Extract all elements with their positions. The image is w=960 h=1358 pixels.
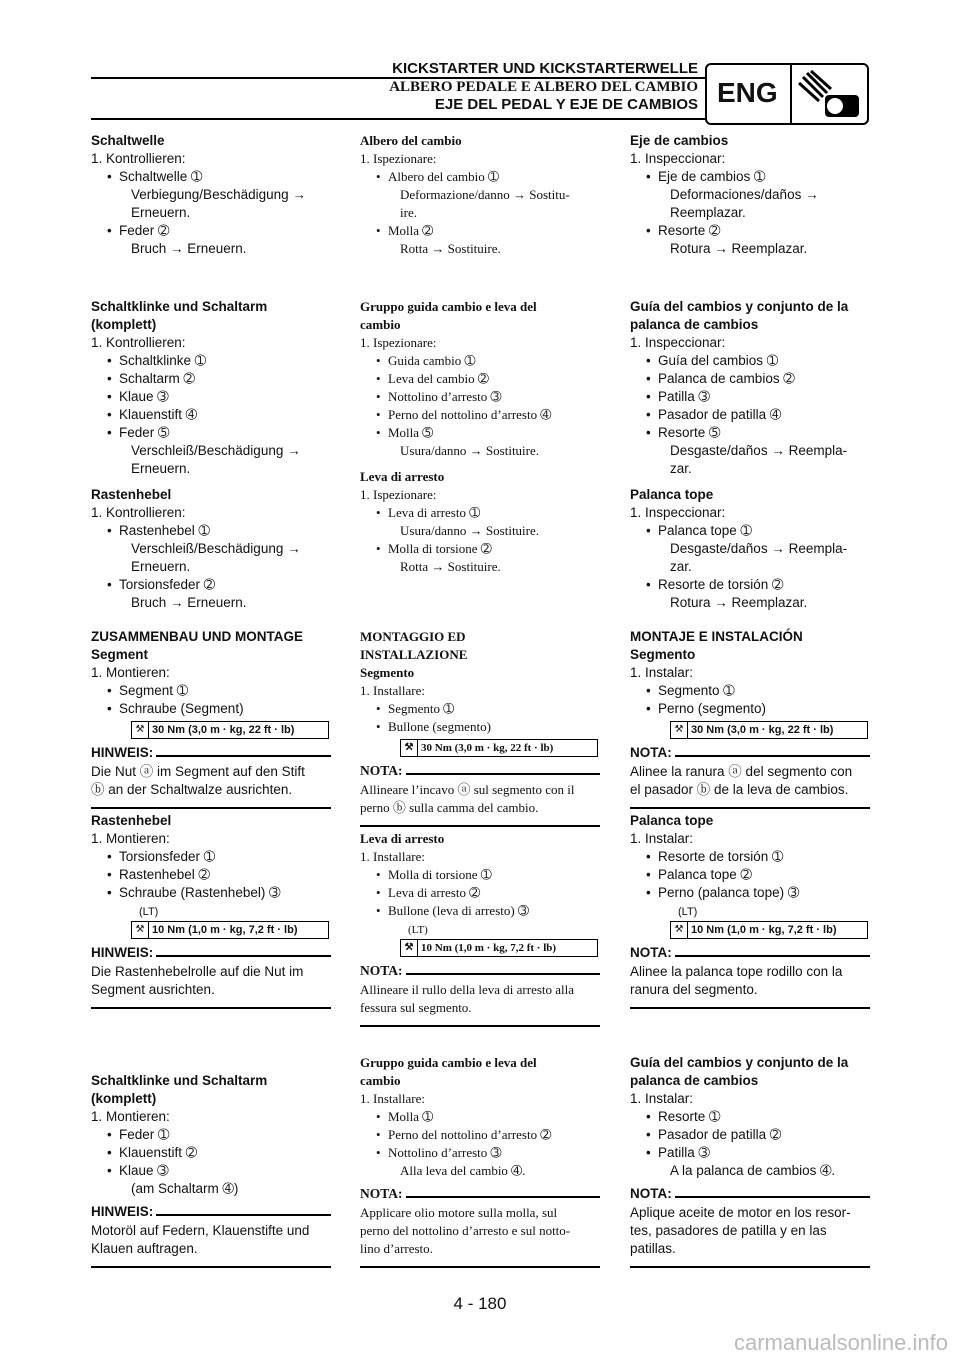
item-detail: Rotura → Reemplazar. bbox=[670, 241, 808, 256]
section-subtitle: Segmento bbox=[630, 647, 696, 662]
section-shift-guide-install bbox=[360, 1054, 600, 1268]
note-text: Klauen auftragen. bbox=[91, 1241, 198, 1256]
item-detail: Bruch → Erneuern. bbox=[131, 241, 247, 256]
list-item: • Feder ➀ bbox=[91, 1126, 331, 1144]
wrench-icon: ⚒ bbox=[671, 722, 688, 738]
list-item: • Perno (palanca tope) ➂ bbox=[630, 884, 870, 902]
step: 1. Inspeccionar: bbox=[630, 151, 726, 166]
section-title: cambio bbox=[360, 317, 401, 332]
section-assembly-segment bbox=[91, 628, 331, 809]
item-detail: Rotta → Sostituire. bbox=[400, 241, 501, 256]
item-detail: Deformaciones/daños → bbox=[670, 187, 819, 202]
section-title: Gruppo guida cambio e leva del bbox=[360, 1055, 537, 1070]
section-stopper-install bbox=[91, 812, 331, 1009]
note-text: Alinee la palanca tope rodillo con la bbox=[630, 964, 843, 979]
section-title: palanca de cambios bbox=[630, 317, 759, 332]
list-item: • Perno del nottolino d’arresto ➃ bbox=[360, 406, 600, 424]
note-header: HINWEIS: bbox=[91, 1204, 331, 1222]
list-item: • Schraube (Segment) bbox=[91, 700, 331, 718]
torque-spec: ⚒ 30 Nm (3,0 m · kg, 22 ft · lb) bbox=[670, 721, 868, 739]
list-item: • Pasador de patilla ➃ bbox=[630, 406, 870, 424]
list-item: • Schaltwelle ➀ bbox=[91, 168, 331, 186]
item-detail: Erneuern. bbox=[131, 559, 191, 574]
step: 1. Installare: bbox=[360, 849, 425, 864]
item-detail: Verschleiß/Beschädigung → bbox=[131, 443, 301, 458]
step: 1. Kontrollieren: bbox=[91, 505, 186, 520]
wrench-icon: ⚒ bbox=[671, 922, 688, 938]
section-title: Schaltklinke und Schaltarm bbox=[91, 299, 268, 314]
list-item: • Feder ➄ bbox=[91, 424, 331, 442]
list-item: • Schraube (Rastenhebel) ➂ bbox=[91, 884, 331, 902]
note-end-rule bbox=[360, 825, 600, 827]
list-item: • Palanca tope ➀ bbox=[630, 522, 870, 540]
section-shift-shaft bbox=[360, 132, 600, 258]
list-item: • Guía del cambios ➀ bbox=[630, 352, 870, 370]
section-tab-label: ENG bbox=[717, 77, 778, 108]
step: 1. Instalar: bbox=[630, 831, 694, 846]
note-text: perno del nottolino d’arresto e sul notto- bbox=[360, 1223, 571, 1238]
section-title: Leva di arresto bbox=[360, 469, 445, 484]
note-header: NOTA: bbox=[630, 1186, 870, 1204]
section-title: Gruppo guida cambio e leva del bbox=[360, 299, 537, 314]
section-title: Albero del cambio bbox=[360, 133, 462, 148]
section-title: Schaltwelle bbox=[91, 133, 165, 148]
list-item: • Guida cambio ➀ bbox=[360, 352, 600, 370]
torque-spec: ⚒ 30 Nm (3,0 m · kg, 22 ft · lb) bbox=[400, 739, 598, 757]
section-shift-guide-inspect bbox=[360, 298, 600, 460]
section-title: Eje de cambios bbox=[630, 133, 729, 148]
section-stopper-inspect bbox=[91, 486, 331, 612]
list-item: • Molla ➁ bbox=[360, 222, 600, 240]
header-bottom-rule bbox=[91, 118, 777, 120]
item-detail: Desgaste/daños → Reempla- bbox=[670, 541, 848, 556]
list-item: • Resorte ➁ bbox=[630, 222, 870, 240]
note-end-rule bbox=[91, 1266, 331, 1268]
list-item: • Klauenstift ➁ bbox=[91, 1144, 331, 1162]
item-detail: Usura/danno → Sostituire. bbox=[400, 523, 540, 538]
list-item: • Leva del cambio ➁ bbox=[360, 370, 600, 388]
item-detail: Reemplazar. bbox=[670, 205, 746, 220]
note-header: NOTA: bbox=[630, 945, 870, 963]
item-detail: Verschleiß/Beschädigung → bbox=[131, 541, 301, 556]
list-item: • Eje de cambios ➀ bbox=[630, 168, 870, 186]
item-detail: Verbiegung/Beschädigung → bbox=[131, 187, 306, 202]
list-item: • Molla ➀ bbox=[360, 1108, 600, 1126]
section-title: cambio bbox=[360, 1073, 401, 1088]
item-detail: zar. bbox=[670, 559, 692, 574]
list-item: • Nottolino d’arresto ➂ bbox=[360, 388, 600, 406]
section-tab-divider bbox=[790, 65, 792, 123]
locktite-icon: (LT) bbox=[678, 906, 698, 918]
item-detail: Rotura → Reemplazar. bbox=[670, 595, 808, 610]
list-item: • Feder ➁ bbox=[91, 222, 331, 240]
section-stopper-install bbox=[360, 830, 600, 1027]
note-text: lino d’arresto. bbox=[360, 1241, 433, 1256]
list-item: • Torsionsfeder ➁ bbox=[91, 576, 331, 594]
locktite-icon: (LT) bbox=[408, 924, 428, 936]
note-text: Allineare l’incavo ⓐ sul segmento con il bbox=[360, 782, 575, 797]
note-text: Applicare olio motore sulla molla, sul bbox=[360, 1205, 558, 1220]
note-text: Motoröl auf Federn, Klauenstifte und bbox=[91, 1223, 310, 1238]
list-item: • Segment ➀ bbox=[91, 682, 331, 700]
note-end-rule bbox=[630, 1007, 870, 1009]
item-detail: Erneuern. bbox=[131, 461, 191, 476]
section-title: Palanca tope bbox=[630, 813, 714, 828]
section-stopper-inspect bbox=[360, 468, 600, 576]
step: 1. Instalar: bbox=[630, 665, 694, 680]
step: 1. Montieren: bbox=[91, 1109, 170, 1124]
watermark: carmanualsonline.info bbox=[733, 1330, 948, 1355]
step: 1. Montieren: bbox=[91, 665, 170, 680]
section-title: MONTAGGIO ED bbox=[360, 629, 466, 644]
section-title: INSTALLAZIONE bbox=[360, 647, 468, 662]
list-item: • Segmento ➀ bbox=[360, 700, 600, 718]
torque-spec: ⚒ 10 Nm (1,0 m · kg, 7,2 ft · lb) bbox=[131, 921, 329, 939]
section-shift-guide-install bbox=[91, 1072, 331, 1268]
section-shift-shaft bbox=[91, 132, 331, 258]
list-item: • Bullone (leva di arresto) ➂ bbox=[360, 902, 600, 920]
note-text: Aplique aceite de motor en los resor- bbox=[630, 1205, 851, 1220]
torque-spec: ⚒ 10 Nm (1,0 m · kg, 7,2 ft · lb) bbox=[400, 939, 598, 957]
item-detail: Rotta → Sostituire. bbox=[400, 559, 501, 574]
note-text: Die Nut ⓐ im Segment auf den Stift bbox=[91, 764, 305, 779]
item-detail: Alla leva del cambio ➃. bbox=[400, 1163, 526, 1178]
list-item: • Pasador de patilla ➁ bbox=[630, 1126, 870, 1144]
note-text: tes, pasadores de patilla y en las bbox=[630, 1223, 827, 1238]
list-item: • Patilla ➂ bbox=[630, 1144, 870, 1162]
note-text: Allineare il rullo della leva di arresto alla bbox=[360, 982, 575, 997]
section-title: Palanca tope bbox=[630, 487, 714, 502]
list-item: • Resorte ➄ bbox=[630, 424, 870, 442]
list-item: • Torsionsfeder ➀ bbox=[91, 848, 331, 866]
note-header: NOTA: bbox=[630, 745, 870, 763]
note-text: ranura del segmento. bbox=[630, 982, 758, 997]
note-text: Die Rastenhebelrolle auf die Nut im bbox=[91, 964, 304, 979]
item-detail: zar. bbox=[670, 461, 692, 476]
list-item: • Leva di arresto ➁ bbox=[360, 884, 600, 902]
wrench-icon: ⚒ bbox=[132, 722, 149, 738]
note-end-rule bbox=[360, 1025, 600, 1027]
note-header: HINWEIS: bbox=[91, 745, 331, 763]
section-title: Guía del cambios y conjunto de la bbox=[630, 1055, 849, 1070]
section-subtitle: Segment bbox=[91, 647, 149, 662]
step: 1. Kontrollieren: bbox=[91, 335, 186, 350]
item-detail: ire. bbox=[400, 205, 417, 220]
list-item: • Molla di torsione ➀ bbox=[360, 866, 600, 884]
section-assembly-segment bbox=[360, 628, 600, 827]
section-subtitle: Segmento bbox=[360, 665, 415, 680]
note-text: Alinee la ranura ⓐ del segmento con bbox=[630, 764, 853, 779]
item-detail: A la palanca de cambios ➃. bbox=[670, 1163, 836, 1178]
title-italian: ALBERO PEDALE E ALBERO DEL CAMBIO bbox=[389, 79, 698, 95]
section-title: Leva di arresto bbox=[360, 831, 445, 846]
list-item: • Resorte de torsión ➁ bbox=[630, 576, 870, 594]
wrench-icon: ⚒ bbox=[401, 940, 418, 956]
item-detail: Usura/danno → Sostituire. bbox=[400, 443, 540, 458]
note-text: fessura sul segmento. bbox=[360, 1000, 472, 1015]
section-shift-shaft bbox=[630, 132, 870, 258]
list-item: • Molla di torsione ➁ bbox=[360, 540, 600, 558]
page-number: 4 - 180 bbox=[453, 1294, 507, 1313]
note-end-rule bbox=[630, 1266, 870, 1268]
step: 1. Inspeccionar: bbox=[630, 505, 726, 520]
locktite-icon: (LT) bbox=[139, 906, 159, 918]
section-stopper-install bbox=[630, 812, 870, 1009]
list-item: • Rastenhebel ➀ bbox=[91, 522, 331, 540]
step: 1. Installare: bbox=[360, 1091, 425, 1106]
section-tab bbox=[705, 63, 869, 125]
list-item: • Nottolino d’arresto ➂ bbox=[360, 1144, 600, 1162]
section-title: MONTAJE E INSTALACIÓN bbox=[630, 629, 803, 644]
note-end-rule bbox=[630, 807, 870, 809]
note-text: patillas. bbox=[630, 1241, 676, 1256]
section-shift-guide-inspect bbox=[91, 298, 331, 478]
list-item: • Schaltarm ➁ bbox=[91, 370, 331, 388]
section-title: Rastenhebel bbox=[91, 813, 172, 828]
note-end-rule bbox=[360, 1266, 600, 1268]
section-title: Rastenhebel bbox=[91, 487, 172, 502]
list-item: • Molla ➄ bbox=[360, 424, 600, 442]
list-item: • Albero del cambio ➀ bbox=[360, 168, 600, 186]
note-text: Segment ausrichten. bbox=[91, 982, 215, 997]
note-end-rule bbox=[91, 807, 331, 809]
section-stopper-inspect bbox=[630, 486, 870, 612]
note-header: HINWEIS: bbox=[91, 945, 331, 963]
section-shift-guide-inspect bbox=[630, 298, 870, 478]
note-end-rule bbox=[91, 1007, 331, 1009]
list-item: • Patilla ➂ bbox=[630, 388, 870, 406]
list-item: • Resorte de torsión ➀ bbox=[630, 848, 870, 866]
torque-spec: ⚒ 30 Nm (3,0 m · kg, 22 ft · lb) bbox=[131, 721, 329, 739]
section-title: palanca de cambios bbox=[630, 1073, 759, 1088]
note-header: NOTA: bbox=[360, 763, 600, 781]
list-item: • Klauenstift ➃ bbox=[91, 406, 331, 424]
step: 1. Instalar: bbox=[630, 1091, 694, 1106]
wrench-icon: ⚒ bbox=[401, 740, 418, 756]
list-item: • Klaue ➂ bbox=[91, 1162, 331, 1180]
list-item: • Resorte ➀ bbox=[630, 1108, 870, 1126]
note-text: el pasador ⓑ de la leva de cambios. bbox=[630, 782, 849, 797]
list-item: • Segmento ➀ bbox=[630, 682, 870, 700]
step: 1. Ispezionare: bbox=[360, 487, 437, 502]
section-title: Schaltklinke und Schaltarm bbox=[91, 1073, 268, 1088]
engine-icon bbox=[795, 67, 863, 121]
list-item: • Klaue ➂ bbox=[91, 388, 331, 406]
list-item: • Schaltklinke ➀ bbox=[91, 352, 331, 370]
list-item: • Palanca tope ➁ bbox=[630, 866, 870, 884]
step: 1. Installare: bbox=[360, 683, 425, 698]
item-detail: Deformazione/danno → Sostitu- bbox=[400, 187, 570, 202]
wrench-icon: ⚒ bbox=[132, 922, 149, 938]
section-title: Guía del cambios y conjunto de la bbox=[630, 299, 849, 314]
item-detail: Erneuern. bbox=[131, 205, 191, 220]
item-detail: (am Schaltarm ➃) bbox=[131, 1181, 239, 1196]
section-title: ZUSAMMENBAU UND MONTAGE bbox=[91, 629, 303, 644]
list-item: • Leva di arresto ➀ bbox=[360, 504, 600, 522]
step: 1. Ispezionare: bbox=[360, 151, 437, 166]
list-item: • Rastenhebel ➁ bbox=[91, 866, 331, 884]
item-detail: Bruch → Erneuern. bbox=[131, 595, 247, 610]
list-item: • Perno del nottolino d’arresto ➁ bbox=[360, 1126, 600, 1144]
section-title: (komplett) bbox=[91, 1091, 157, 1106]
list-item: • Palanca de cambios ➁ bbox=[630, 370, 870, 388]
step: 1. Inspeccionar: bbox=[630, 335, 726, 350]
note-text: perno ⓑ sulla camma del cambio. bbox=[360, 800, 539, 815]
section-shift-guide-install bbox=[630, 1054, 870, 1268]
note-header: NOTA: bbox=[360, 1186, 600, 1204]
section-title: (komplett) bbox=[91, 317, 157, 332]
step: 1. Ispezionare: bbox=[360, 335, 437, 350]
title-german: KICKSTARTER UND KICKSTARTERWELLE bbox=[392, 60, 698, 77]
title-spanish: EJE DEL PEDAL Y EJE DE CAMBIOS bbox=[434, 96, 698, 113]
section-assembly-segment bbox=[630, 628, 870, 809]
step: 1. Kontrollieren: bbox=[91, 151, 186, 166]
page-header bbox=[0, 0, 960, 125]
torque-spec: ⚒ 10 Nm (1,0 m · kg, 7,2 ft · lb) bbox=[670, 921, 868, 939]
list-item: • Bullone (segmento) bbox=[360, 718, 600, 736]
step: 1. Montieren: bbox=[91, 831, 170, 846]
item-detail: Desgaste/daños → Reempla- bbox=[670, 443, 848, 458]
list-item: • Perno (segmento) bbox=[630, 700, 870, 718]
note-header: NOTA: bbox=[360, 963, 600, 981]
note-text: ⓑ an der Schaltwalze ausrichten. bbox=[91, 782, 293, 797]
